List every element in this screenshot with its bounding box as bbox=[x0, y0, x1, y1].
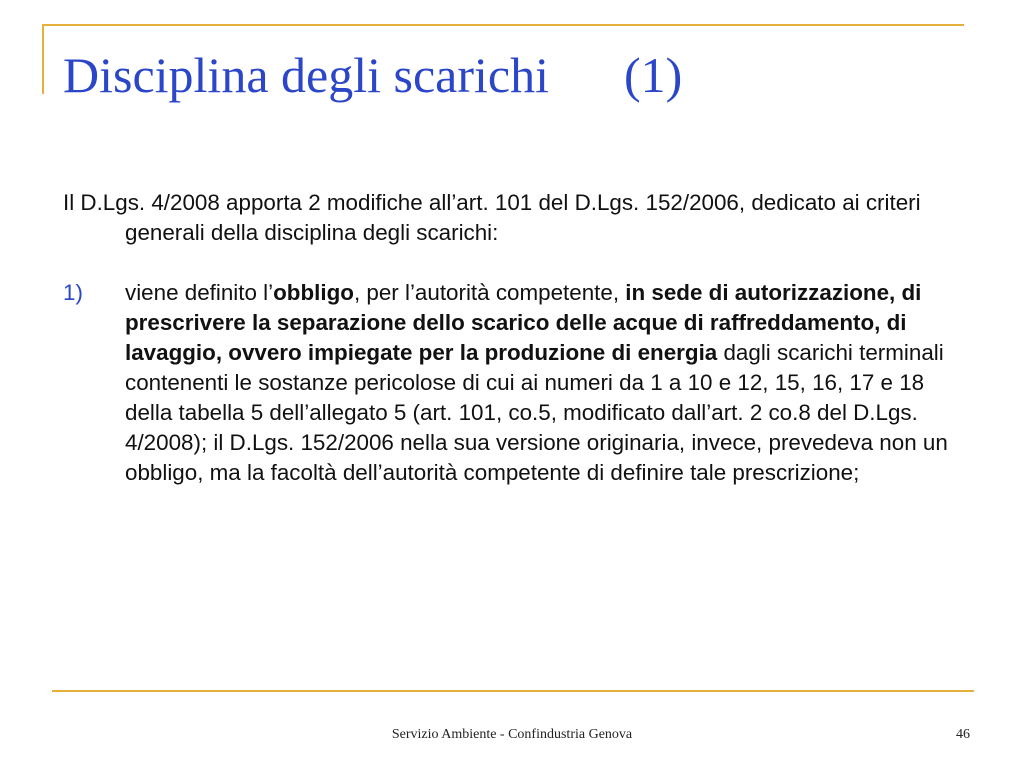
list-item bbox=[63, 278, 963, 488]
item-text-3: dagli scarichi terminali contenenti le sostanze pericolose di cui ai numeri da 1 a 10 e 12, 15, 16, 17 e 18 della tabella 5 dell’allegato 5 (art. 101, co.5, modificato dall’art. 2 co.8 del D.Lgs. 4/2008); il D.Lgs. 152/2006 nella sua versione originaria, invece, prevedeva non un obbligo, ma la facoltà dell’autorità competente di definire tale prescrizione; bbox=[125, 340, 948, 485]
frame-top-line bbox=[42, 24, 964, 26]
slide-title bbox=[63, 40, 682, 110]
item-text-1: viene definito l’ bbox=[125, 280, 274, 305]
item-bold-obbligo: obbligo bbox=[273, 280, 354, 305]
slide-body bbox=[63, 188, 963, 488]
intro-paragraph: Il D.Lgs. 4/2008 apporta 2 modifiche all’art. 101 del D.Lgs. 152/2006, dedicato ai criteri generali della disciplina degli scarichi: bbox=[63, 190, 921, 245]
frame-left-line bbox=[42, 24, 44, 94]
title-text: Disciplina degli scarichi bbox=[63, 47, 549, 103]
title-number: (1) bbox=[623, 47, 683, 103]
footer-line bbox=[52, 690, 974, 692]
item-text-2: , per l’autorità competente, bbox=[353, 280, 626, 305]
item-bold-prescription: in sede di autorizzazione, di prescrivere la separazione dello scarico delle acque di raffreddamento, di lavaggio, ovvero impiegate per la produzione di energia bbox=[125, 280, 922, 365]
footer-text: Servizio Ambiente - Confindustria Genova bbox=[391, 727, 633, 742]
list-marker: 1) bbox=[63, 280, 83, 305]
page-number: 46 bbox=[956, 727, 970, 742]
